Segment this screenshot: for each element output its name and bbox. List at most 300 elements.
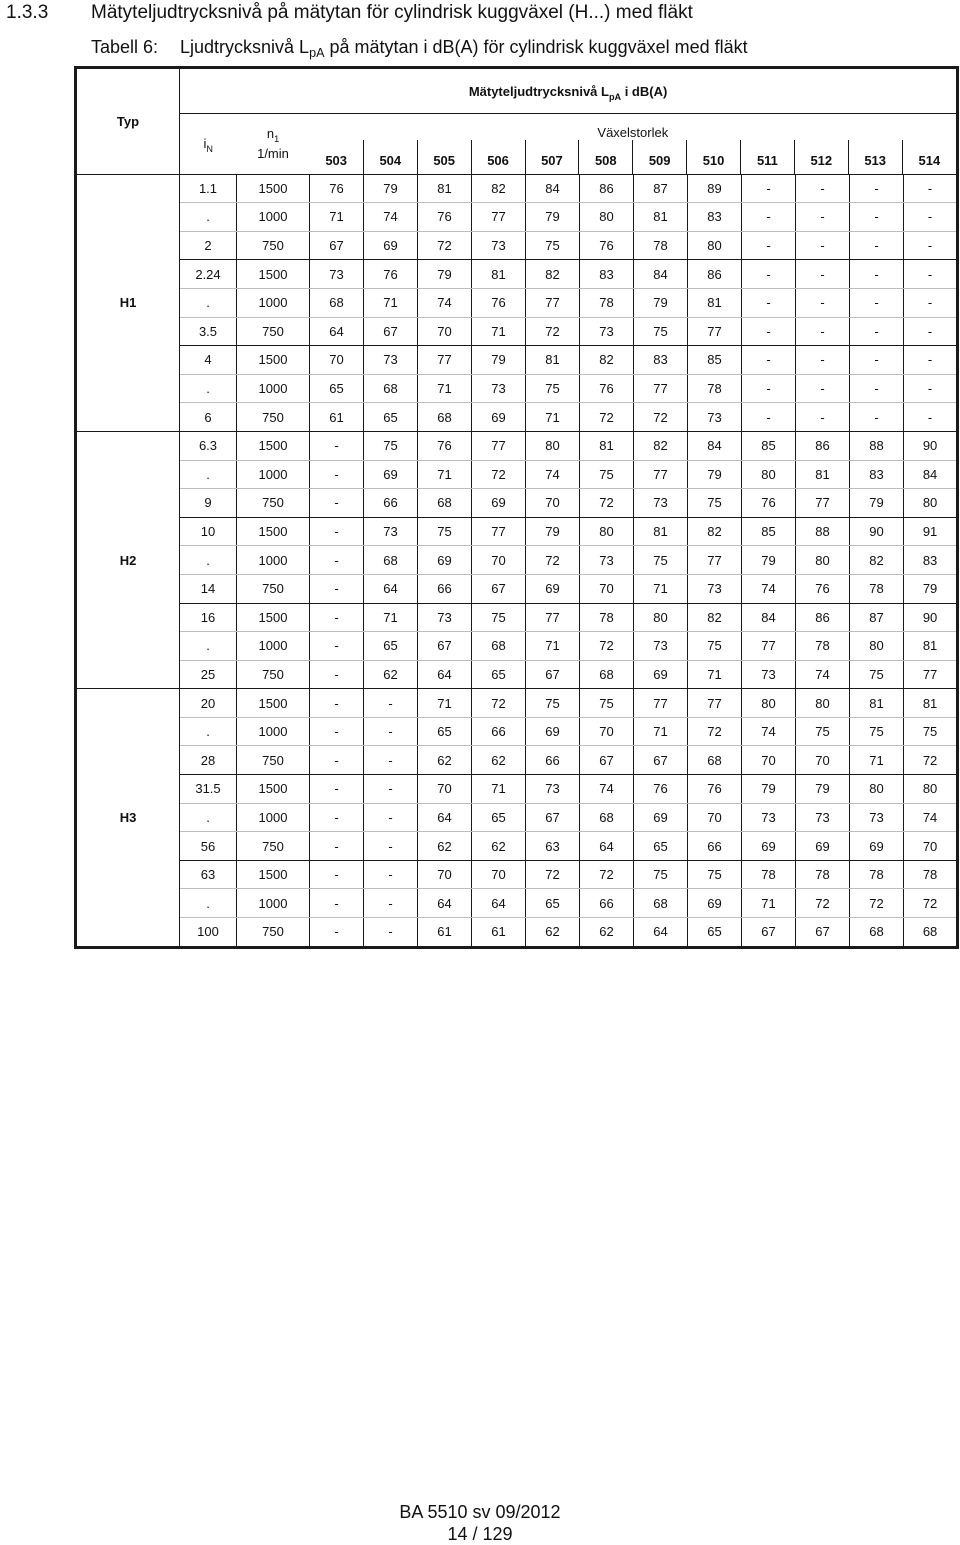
value-cell: 80 [796, 689, 850, 718]
speed-cell: 750 [237, 746, 310, 775]
value-cell: - [310, 775, 364, 804]
value-cell: 77 [634, 460, 688, 489]
value-cell: 79 [688, 460, 742, 489]
value-cell: 67 [526, 660, 580, 689]
value-cell: 66 [418, 574, 472, 603]
size-header-508: 508 [579, 140, 633, 174]
value-cell: 79 [850, 489, 904, 518]
value-cell: 74 [742, 717, 796, 746]
value-cell: 81 [580, 431, 634, 460]
value-cell: 73 [634, 632, 688, 661]
value-cell: 67 [364, 317, 418, 346]
value-cell: 66 [688, 832, 742, 861]
value-cell: - [904, 260, 958, 289]
value-cell: 65 [310, 374, 364, 403]
speed-cell: 1500 [237, 689, 310, 718]
value-cell: 81 [634, 203, 688, 232]
value-cell: 75 [418, 517, 472, 546]
value-cell: 72 [580, 403, 634, 432]
value-cell: 64 [310, 317, 364, 346]
value-cell: 81 [688, 288, 742, 317]
value-cell: 77 [742, 632, 796, 661]
value-cell: - [742, 346, 796, 375]
value-cell: 79 [472, 346, 526, 375]
value-cell: 71 [418, 689, 472, 718]
value-cell: - [904, 403, 958, 432]
value-cell: 73 [364, 346, 418, 375]
value-cell: 78 [796, 860, 850, 889]
ratio-cell: . [180, 803, 237, 832]
value-cell: 78 [850, 574, 904, 603]
value-cell: 71 [472, 775, 526, 804]
table-row [76, 374, 958, 403]
value-cell: 62 [472, 832, 526, 861]
value-cell: 76 [472, 288, 526, 317]
ratio-cell: 2 [180, 231, 237, 260]
value-cell: 65 [472, 803, 526, 832]
value-cell: 67 [580, 746, 634, 775]
speed-cell: 1000 [237, 546, 310, 575]
value-cell: 69 [526, 717, 580, 746]
value-cell: 80 [634, 603, 688, 632]
table-row [76, 574, 958, 603]
value-cell: 74 [742, 574, 796, 603]
typ-cell: H2 [76, 431, 180, 688]
table-sub-header-row [76, 114, 958, 175]
value-cell: - [310, 889, 364, 918]
ratio-cell: 3.5 [180, 317, 237, 346]
value-cell: 68 [580, 803, 634, 832]
n1-header: $n_1$ 1/min [257, 125, 289, 161]
value-cell: 83 [850, 460, 904, 489]
value-cell: - [310, 832, 364, 861]
table-row [76, 803, 958, 832]
value-cell: 68 [418, 403, 472, 432]
value-cell: 64 [580, 832, 634, 861]
value-cell: 62 [526, 918, 580, 948]
ratio-cell: 63 [180, 860, 237, 889]
value-cell: - [364, 803, 418, 832]
size-header-510: 510 [687, 140, 741, 174]
value-cell: 62 [418, 746, 472, 775]
speed-cell: 1000 [237, 889, 310, 918]
ratio-cell: 14 [180, 574, 237, 603]
value-cell: 71 [364, 288, 418, 317]
ratio-cell: 25 [180, 660, 237, 689]
value-cell: 80 [904, 489, 958, 518]
speed-cell: 750 [237, 489, 310, 518]
value-cell: 74 [580, 775, 634, 804]
value-cell: - [310, 717, 364, 746]
value-cell: 82 [850, 546, 904, 575]
value-cell: 77 [418, 346, 472, 375]
value-cell: 78 [580, 288, 634, 317]
value-cell: 70 [472, 860, 526, 889]
value-cell: - [796, 260, 850, 289]
value-cell: 73 [688, 574, 742, 603]
value-cell: - [904, 174, 958, 203]
value-cell: 75 [688, 632, 742, 661]
value-cell: 71 [742, 889, 796, 918]
value-cell: 65 [418, 717, 472, 746]
value-cell: 80 [526, 431, 580, 460]
value-cell: 81 [850, 689, 904, 718]
value-cell: 70 [418, 860, 472, 889]
speed-cell: 750 [237, 574, 310, 603]
value-cell: 80 [742, 460, 796, 489]
value-cell: 67 [634, 746, 688, 775]
table-main-header: Mätyteljudtrycksnivå $L_{pA}$ i dB(A) [468, 83, 668, 102]
value-cell: - [310, 689, 364, 718]
value-cell: - [904, 203, 958, 232]
value-cell: 77 [526, 603, 580, 632]
speed-cell: 1500 [237, 346, 310, 375]
value-cell: 72 [688, 717, 742, 746]
value-cell: 75 [688, 860, 742, 889]
value-cell: - [850, 260, 904, 289]
ratio-cell: 10 [180, 517, 237, 546]
value-cell: - [904, 288, 958, 317]
value-cell: 82 [580, 346, 634, 375]
speed-cell: 750 [237, 660, 310, 689]
value-cell: 84 [904, 460, 958, 489]
value-cell: 81 [526, 346, 580, 375]
value-cell: 64 [418, 803, 472, 832]
value-cell: - [364, 832, 418, 861]
value-cell: 71 [418, 460, 472, 489]
value-cell: 67 [418, 632, 472, 661]
value-cell: 61 [310, 403, 364, 432]
value-cell: 76 [580, 374, 634, 403]
value-cell: 65 [526, 889, 580, 918]
value-cell: 73 [418, 603, 472, 632]
value-cell: 91 [904, 517, 958, 546]
table-row [76, 174, 958, 203]
in-header: $i_N$ [203, 136, 213, 155]
value-cell: 76 [742, 489, 796, 518]
value-cell: 90 [904, 603, 958, 632]
value-cell: 85 [742, 431, 796, 460]
value-cell: 80 [904, 775, 958, 804]
value-cell: 82 [472, 174, 526, 203]
value-cell: 80 [796, 546, 850, 575]
value-cell: 75 [688, 489, 742, 518]
value-cell: 78 [742, 860, 796, 889]
value-cell: 74 [796, 660, 850, 689]
ratio-cell: 6 [180, 403, 237, 432]
value-cell: 88 [796, 517, 850, 546]
noise-level-table [74, 66, 959, 949]
size-header-509: 509 [633, 140, 687, 174]
value-cell: 69 [634, 660, 688, 689]
ratio-cell: . [180, 717, 237, 746]
value-cell: 78 [634, 231, 688, 260]
value-cell: 71 [526, 632, 580, 661]
value-cell: - [742, 203, 796, 232]
value-cell: - [742, 174, 796, 203]
value-cell: 65 [364, 403, 418, 432]
value-cell: 86 [688, 260, 742, 289]
value-cell: 74 [364, 203, 418, 232]
footer-doc-id: BA 5510 sv 09/2012 [399, 1502, 561, 1522]
ratio-cell: 56 [180, 832, 237, 861]
value-cell: 69 [472, 403, 526, 432]
value-cell: - [796, 174, 850, 203]
value-cell: 73 [850, 803, 904, 832]
value-cell: 76 [688, 775, 742, 804]
ratio-cell: 9 [180, 489, 237, 518]
value-cell: 75 [526, 231, 580, 260]
value-cell: 77 [796, 489, 850, 518]
value-cell: 77 [472, 203, 526, 232]
value-cell: - [904, 231, 958, 260]
value-cell: - [850, 346, 904, 375]
value-cell: - [742, 374, 796, 403]
value-cell: 76 [364, 260, 418, 289]
value-cell: 72 [526, 317, 580, 346]
value-cell: 78 [688, 374, 742, 403]
value-cell: 76 [418, 431, 472, 460]
value-cell: 73 [742, 803, 796, 832]
speed-cell: 1000 [237, 374, 310, 403]
value-cell: - [310, 489, 364, 518]
value-cell: 68 [364, 374, 418, 403]
value-cell: 74 [526, 460, 580, 489]
value-cell: 85 [742, 517, 796, 546]
value-cell: 83 [580, 260, 634, 289]
value-cell: - [796, 374, 850, 403]
value-cell: - [904, 317, 958, 346]
value-cell: - [850, 203, 904, 232]
value-cell: - [904, 374, 958, 403]
value-cell: 75 [634, 546, 688, 575]
speed-cell: 750 [237, 918, 310, 948]
value-cell: 72 [904, 889, 958, 918]
speed-cell: 750 [237, 231, 310, 260]
value-cell: 68 [364, 546, 418, 575]
value-cell: 75 [580, 689, 634, 718]
value-cell: 76 [634, 775, 688, 804]
value-cell: 86 [796, 603, 850, 632]
value-cell: 69 [364, 460, 418, 489]
value-cell: 70 [418, 775, 472, 804]
value-cell: 73 [526, 775, 580, 804]
value-cell: - [310, 603, 364, 632]
speed-cell: 1500 [237, 431, 310, 460]
table-row [76, 403, 958, 432]
value-cell: 71 [526, 403, 580, 432]
value-cell: 70 [472, 546, 526, 575]
value-cell: - [796, 203, 850, 232]
value-cell: 68 [688, 746, 742, 775]
value-cell: 70 [418, 317, 472, 346]
value-cell: 80 [688, 231, 742, 260]
value-cell: 78 [904, 860, 958, 889]
typ-cell: H3 [76, 689, 180, 947]
speed-cell: 1500 [237, 775, 310, 804]
speed-cell: 750 [237, 403, 310, 432]
typ-cell: H1 [76, 174, 180, 431]
value-cell: 81 [796, 460, 850, 489]
value-cell: 70 [796, 746, 850, 775]
value-cell: 79 [634, 288, 688, 317]
value-cell: 62 [580, 918, 634, 948]
value-cell: 71 [634, 717, 688, 746]
value-cell: - [742, 317, 796, 346]
value-cell: - [310, 918, 364, 948]
footer-page-number: 14 / 129 [447, 1524, 513, 1544]
value-cell: 62 [364, 660, 418, 689]
table-row [76, 231, 958, 260]
value-cell: - [310, 746, 364, 775]
value-cell: - [364, 775, 418, 804]
value-cell: 65 [364, 632, 418, 661]
value-cell: 71 [418, 374, 472, 403]
value-cell: 79 [418, 260, 472, 289]
value-cell: 78 [850, 860, 904, 889]
speed-cell: 1000 [237, 717, 310, 746]
value-cell: 76 [796, 574, 850, 603]
value-cell: 73 [580, 546, 634, 575]
size-header-513: 513 [848, 140, 902, 174]
value-cell: 85 [688, 346, 742, 375]
value-cell: 81 [904, 632, 958, 661]
ratio-cell: 16 [180, 603, 237, 632]
table-row [76, 660, 958, 689]
value-cell: 73 [634, 489, 688, 518]
size-header-504: 504 [363, 140, 417, 174]
value-cell: 72 [580, 860, 634, 889]
value-cell: 75 [850, 717, 904, 746]
table-row [76, 632, 958, 661]
value-cell: 69 [688, 889, 742, 918]
ratio-cell: 31.5 [180, 775, 237, 804]
value-cell: 71 [310, 203, 364, 232]
value-cell: 65 [688, 918, 742, 948]
value-cell: - [850, 174, 904, 203]
table-label: Tabell 6: [91, 37, 159, 57]
value-cell: 69 [526, 574, 580, 603]
table-row [76, 346, 958, 375]
table-row [76, 517, 958, 546]
value-cell: 75 [850, 660, 904, 689]
value-cell: 64 [418, 889, 472, 918]
value-cell: 87 [850, 603, 904, 632]
value-cell: - [310, 431, 364, 460]
value-cell: - [310, 517, 364, 546]
table-row [76, 203, 958, 232]
value-cell: - [850, 231, 904, 260]
value-cell: 84 [526, 174, 580, 203]
value-cell: 62 [472, 746, 526, 775]
value-cell: 79 [742, 546, 796, 575]
speed-cell: 1000 [237, 803, 310, 832]
ratio-cell: . [180, 288, 237, 317]
value-cell: 70 [580, 574, 634, 603]
value-cell: 77 [688, 317, 742, 346]
value-cell: 61 [418, 918, 472, 948]
value-cell: 75 [472, 603, 526, 632]
value-cell: 75 [904, 717, 958, 746]
value-cell: 82 [526, 260, 580, 289]
value-cell: 83 [904, 546, 958, 575]
value-cell: 73 [472, 374, 526, 403]
value-cell: 77 [688, 546, 742, 575]
value-cell: - [310, 660, 364, 689]
value-cell: 84 [634, 260, 688, 289]
section-title: Mätyteljudtrycksnivå på mätytan för cylindrisk kuggväxel (H...) med fläkt [91, 2, 693, 23]
value-cell: 90 [850, 517, 904, 546]
ratio-cell: 1.1 [180, 174, 237, 203]
value-cell: 64 [472, 889, 526, 918]
value-cell: 65 [472, 660, 526, 689]
value-cell: 79 [904, 574, 958, 603]
value-cell: 70 [580, 717, 634, 746]
value-cell: 75 [526, 689, 580, 718]
value-cell: - [742, 288, 796, 317]
value-cell: 74 [904, 803, 958, 832]
value-cell: 86 [796, 431, 850, 460]
speed-cell: 1000 [237, 632, 310, 661]
value-cell: 72 [472, 460, 526, 489]
ratio-cell: . [180, 632, 237, 661]
value-cell: 79 [526, 517, 580, 546]
value-cell: 79 [526, 203, 580, 232]
value-cell: 79 [742, 775, 796, 804]
value-cell: 80 [580, 203, 634, 232]
value-cell: 72 [418, 231, 472, 260]
value-cell: 90 [904, 431, 958, 460]
value-cell: 77 [472, 431, 526, 460]
value-cell: 69 [796, 832, 850, 861]
value-cell: 70 [526, 489, 580, 518]
value-cell: 82 [634, 431, 688, 460]
value-cell: 81 [904, 689, 958, 718]
size-header-506: 506 [471, 140, 525, 174]
value-cell: 80 [850, 775, 904, 804]
value-cell: 75 [634, 860, 688, 889]
value-cell: 78 [796, 632, 850, 661]
value-cell: 83 [688, 203, 742, 232]
table-row [76, 288, 958, 317]
value-cell: 69 [364, 231, 418, 260]
ratio-cell: . [180, 546, 237, 575]
value-cell: 81 [634, 517, 688, 546]
value-cell: 73 [364, 517, 418, 546]
ratio-cell: 100 [180, 918, 237, 948]
value-cell: 84 [688, 431, 742, 460]
speed-cell: 750 [237, 832, 310, 861]
value-cell: 68 [904, 918, 958, 948]
table-row [76, 860, 958, 889]
value-cell: - [796, 346, 850, 375]
value-cell: 79 [364, 174, 418, 203]
value-cell: 68 [850, 918, 904, 948]
value-cell: 69 [472, 489, 526, 518]
value-cell: 72 [850, 889, 904, 918]
value-cell: 82 [688, 603, 742, 632]
table-row [76, 717, 958, 746]
value-cell: - [364, 860, 418, 889]
value-cell: 72 [526, 860, 580, 889]
ratio-cell: 20 [180, 689, 237, 718]
value-cell: 84 [742, 603, 796, 632]
table-row [76, 918, 958, 948]
value-cell: 70 [742, 746, 796, 775]
value-cell: 66 [526, 746, 580, 775]
value-cell: - [310, 860, 364, 889]
section-number: 1.3.3 [6, 2, 49, 23]
